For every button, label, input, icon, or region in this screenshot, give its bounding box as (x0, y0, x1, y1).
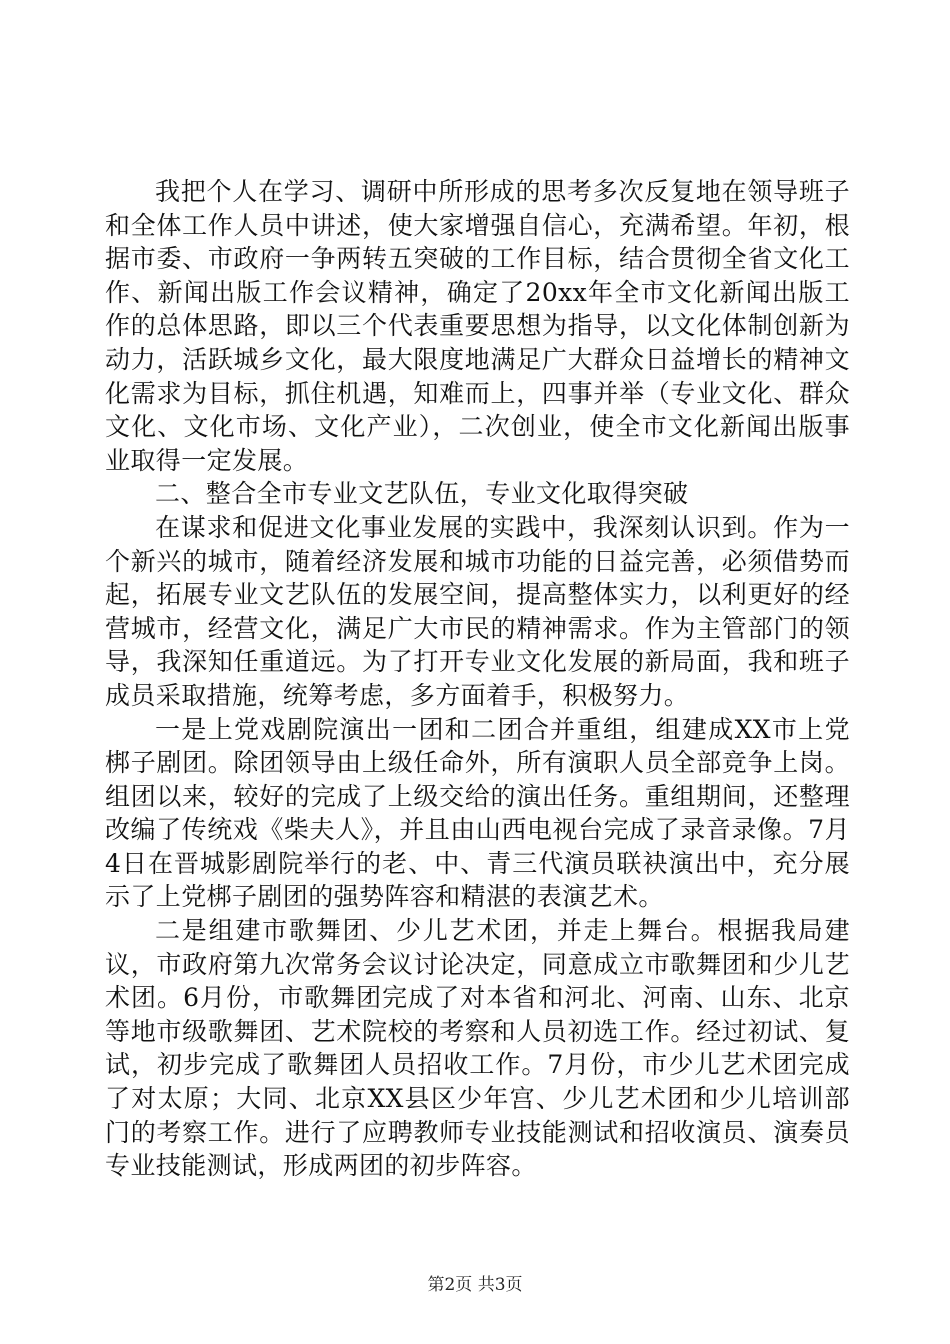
section-heading: 二、整合全市专业文艺队伍，专业文化取得突破 (155, 479, 689, 509)
paragraph: 二是组建市歌舞团、少儿艺术团，并走上舞台。根据我局建议，市政府第九次常务会议讨论决定，同意成立市歌舞团和少儿艺术团。6月份，市歌舞团完成了对本省和河北、河南、山东、北京等地市级歌舞团、艺术院校的考察和人员初选工作。经过初试、复试，初步完成了歌舞团人员招收工作。7月份，市少儿艺术团完成了对太原；大同、北京XX县区少年宫、少儿艺术团和少儿培训部门的考察工作。进行了应聘教师专业技能测试和招收演员、演奏员专业技能测试，形成两团的初步阵容。 (105, 916, 850, 1181)
paragraph: 我把个人在学习、调研中所形成的思考多次反复地在领导班子和全体工作人员中讲述，使大家增强自信心，充满希望。年初，根据市委、市政府一争两转五突破的工作目标，结合贯彻全省文化工作、新闻出版工作会议精神，确定了20xx年全市文化新闻出版工作的总体思路，即以三个代表重要思想为指导，以文化体制创新为动力，活跃城乡文化，最大限度地满足广大群众日益增长的精神文化需求为目标，抓住机遇，知难而上，四事并举（专业文化、群众文化、文化市场、文化产业），二次创业，使全市文化新闻出版事业取得一定发展。 (105, 177, 850, 475)
page-number-footer: 第2页 共3页 (427, 1275, 523, 1295)
document-body (105, 175, 850, 1183)
paragraph: 一是上党戏剧院演出一团和二团合并重组，组建成XX市上党梆子剧团。除团领导由上级任命外，所有演职人员全部竞争上岗。组团以来，较好的完成了上级交给的演出任务。重组期间，还整理改编了传统戏《柴夫人》，并且由山西电视台完成了录音录像。7月4日在晋城影剧院举行的老、中、青三代演员联袂演出中，充分展示了上党梆子剧团的强势阵容和精湛的表演艺术。 (105, 714, 850, 912)
paragraph: 在谋求和促进文化事业发展的实践中，我深刻认识到。作为一个新兴的城市，随着经济发展和城市功能的日益完善，必须借势而起，拓展专业文艺队伍的发展空间，提高整体实力，以利更好的经营城市，经营文化，满足广大市民的精神需求。作为主管部门的领导，我深知任重道远。为了打开专业文化发展的新局面，我和班子成员采取措施，统筹考虑，多方面着手，积极努力。 (105, 512, 850, 710)
